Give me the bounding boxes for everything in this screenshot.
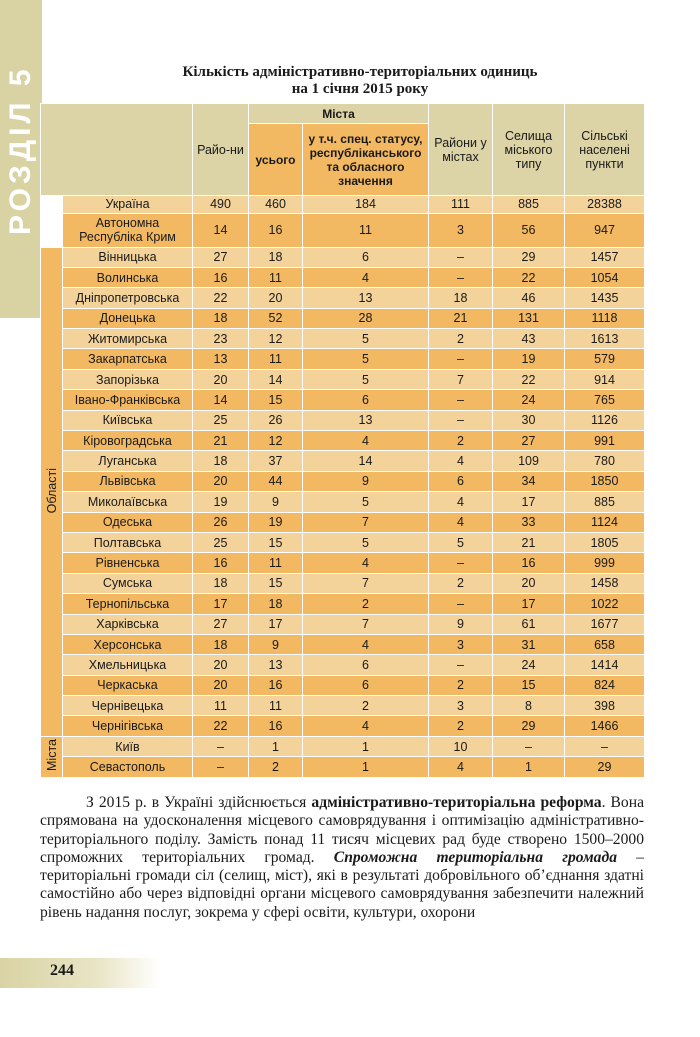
value-cell: 991 bbox=[565, 431, 645, 451]
table-title-line-2: на 1 січня 2015 року bbox=[291, 81, 429, 97]
value-cell: 4 bbox=[429, 492, 493, 512]
table-row bbox=[41, 512, 645, 532]
blank-cell bbox=[41, 213, 63, 247]
value-cell: 56 bbox=[493, 213, 565, 247]
value-cell: 20 bbox=[193, 675, 249, 695]
value-cell: 20 bbox=[193, 471, 249, 491]
value-cell: 27 bbox=[493, 431, 565, 451]
region-name-cell: Івано-Франківська bbox=[63, 390, 193, 410]
page-number: 244 bbox=[50, 962, 74, 979]
value-cell: 6 bbox=[303, 675, 429, 695]
value-cell: 52 bbox=[249, 308, 303, 328]
header-silski: Сільські населені пункти bbox=[565, 104, 645, 196]
value-cell: 15 bbox=[249, 390, 303, 410]
admin-units-table bbox=[40, 103, 645, 778]
value-cell: 2 bbox=[429, 675, 493, 695]
value-cell: 1 bbox=[303, 736, 429, 756]
value-cell: 9 bbox=[249, 492, 303, 512]
value-cell: 61 bbox=[493, 614, 565, 634]
table-row bbox=[41, 267, 645, 287]
value-cell: 19 bbox=[249, 512, 303, 532]
chapter-label: РОЗДІЛ 5 bbox=[4, 65, 37, 235]
region-name-cell: Житомирська bbox=[63, 329, 193, 349]
value-cell: 25 bbox=[193, 532, 249, 552]
value-cell: 21 bbox=[493, 532, 565, 552]
value-cell: – bbox=[429, 349, 493, 369]
value-cell: 8 bbox=[493, 696, 565, 716]
value-cell: – bbox=[429, 655, 493, 675]
value-cell: 885 bbox=[493, 196, 565, 214]
table-row bbox=[41, 655, 645, 675]
table-row bbox=[41, 213, 645, 247]
value-cell: 6 bbox=[303, 390, 429, 410]
blank-cell bbox=[41, 196, 63, 214]
value-cell: 15 bbox=[493, 675, 565, 695]
table-row bbox=[41, 329, 645, 349]
value-cell: 490 bbox=[193, 196, 249, 214]
value-cell: 23 bbox=[193, 329, 249, 349]
value-cell: 14 bbox=[193, 213, 249, 247]
value-cell: 3 bbox=[429, 213, 493, 247]
header-rayony-u-mistakh: Райони у містах bbox=[429, 104, 493, 196]
value-cell: 20 bbox=[193, 655, 249, 675]
region-name-cell: Миколаївська bbox=[63, 492, 193, 512]
table-row bbox=[41, 532, 645, 552]
table-row bbox=[41, 196, 645, 214]
value-cell: 17 bbox=[493, 594, 565, 614]
table-title-line-1: Кількість адміністративно-територіальних одиниць bbox=[182, 64, 538, 80]
value-cell: 2 bbox=[429, 431, 493, 451]
value-cell: 14 bbox=[249, 369, 303, 389]
value-cell: 28388 bbox=[565, 196, 645, 214]
group-label-oblasti-text: Області bbox=[44, 467, 59, 513]
value-cell: 824 bbox=[565, 675, 645, 695]
value-cell: 19 bbox=[193, 492, 249, 512]
value-cell: 109 bbox=[493, 451, 565, 471]
value-cell: 13 bbox=[193, 349, 249, 369]
value-cell: 1850 bbox=[565, 471, 645, 491]
value-cell: 31 bbox=[493, 634, 565, 654]
table-row bbox=[41, 451, 645, 471]
region-name-cell: Луганська bbox=[63, 451, 193, 471]
value-cell: 18 bbox=[429, 288, 493, 308]
table-row bbox=[41, 247, 645, 267]
header-corner bbox=[41, 104, 193, 196]
region-name-cell: Чернівецька bbox=[63, 696, 193, 716]
region-name-cell: Вінницька bbox=[63, 247, 193, 267]
value-cell: – bbox=[429, 247, 493, 267]
value-cell: 19 bbox=[493, 349, 565, 369]
region-name-cell: Донецька bbox=[63, 308, 193, 328]
value-cell: 22 bbox=[193, 288, 249, 308]
value-cell: 37 bbox=[249, 451, 303, 471]
region-name-cell: Закарпатська bbox=[63, 349, 193, 369]
value-cell: 22 bbox=[493, 267, 565, 287]
value-cell: 14 bbox=[303, 451, 429, 471]
value-cell: 12 bbox=[249, 329, 303, 349]
value-cell: 16 bbox=[249, 716, 303, 736]
value-cell: 26 bbox=[249, 410, 303, 430]
region-name-cell: Сумська bbox=[63, 573, 193, 593]
value-cell: 9 bbox=[429, 614, 493, 634]
table-row bbox=[41, 675, 645, 695]
value-cell: 4 bbox=[303, 553, 429, 573]
table-row bbox=[41, 410, 645, 430]
region-name-cell: Хмельницька bbox=[63, 655, 193, 675]
region-name-cell: Черкаська bbox=[63, 675, 193, 695]
value-cell: 43 bbox=[493, 329, 565, 349]
value-cell: 11 bbox=[249, 696, 303, 716]
value-cell: 26 bbox=[193, 512, 249, 532]
value-cell: 765 bbox=[565, 390, 645, 410]
value-cell: 29 bbox=[493, 716, 565, 736]
value-cell: 6 bbox=[429, 471, 493, 491]
value-cell: 3 bbox=[429, 634, 493, 654]
value-cell: 11 bbox=[249, 267, 303, 287]
value-cell: 22 bbox=[193, 716, 249, 736]
value-cell: 33 bbox=[493, 512, 565, 532]
value-cell: 1414 bbox=[565, 655, 645, 675]
table-row bbox=[41, 471, 645, 491]
value-cell: 29 bbox=[493, 247, 565, 267]
value-cell: 17 bbox=[193, 594, 249, 614]
value-cell: 9 bbox=[303, 471, 429, 491]
value-cell: 131 bbox=[493, 308, 565, 328]
region-name-cell: Київ bbox=[63, 736, 193, 756]
region-name-cell: Львівська bbox=[63, 471, 193, 491]
paragraph-text-1: З 2015 р. в Україні здійснюється bbox=[86, 794, 312, 811]
value-cell: 2 bbox=[429, 329, 493, 349]
value-cell: 4 bbox=[303, 634, 429, 654]
table-row bbox=[41, 736, 645, 756]
value-cell: 21 bbox=[193, 431, 249, 451]
value-cell: 398 bbox=[565, 696, 645, 716]
region-name-cell: Запорізька bbox=[63, 369, 193, 389]
value-cell: – bbox=[429, 390, 493, 410]
region-name-cell: Київська bbox=[63, 410, 193, 430]
value-cell: 4 bbox=[303, 431, 429, 451]
value-cell: 4 bbox=[429, 451, 493, 471]
value-cell: 18 bbox=[249, 247, 303, 267]
value-cell: 4 bbox=[429, 512, 493, 532]
region-name-cell: Одеська bbox=[63, 512, 193, 532]
header-mista: Міста bbox=[249, 104, 429, 124]
value-cell: 24 bbox=[493, 655, 565, 675]
value-cell: 25 bbox=[193, 410, 249, 430]
region-name-cell: Тернопільська bbox=[63, 594, 193, 614]
region-name-cell: Рівненська bbox=[63, 553, 193, 573]
value-cell: 16 bbox=[193, 553, 249, 573]
table-row bbox=[41, 431, 645, 451]
value-cell: 1118 bbox=[565, 308, 645, 328]
value-cell: 2 bbox=[303, 594, 429, 614]
value-cell: 1 bbox=[303, 757, 429, 777]
value-cell: 16 bbox=[493, 553, 565, 573]
paragraph-text-3: – територіальні громади сіл (селищ, міст), які в результаті добровільного об’єднання здатні самостійно або через відповідні органи місцевого самоврядування забезпечити належний рівень надання послуг, зокрема у сфері освіти, культури, охорони bbox=[40, 848, 645, 921]
value-cell: 28 bbox=[303, 308, 429, 328]
value-cell: 12 bbox=[249, 431, 303, 451]
value-cell: 7 bbox=[429, 369, 493, 389]
value-cell: 1126 bbox=[565, 410, 645, 430]
value-cell: 3 bbox=[429, 696, 493, 716]
table-row bbox=[41, 696, 645, 716]
table-row bbox=[41, 716, 645, 736]
value-cell: 30 bbox=[493, 410, 565, 430]
value-cell: 2 bbox=[429, 573, 493, 593]
table-row bbox=[41, 288, 645, 308]
table-row bbox=[41, 349, 645, 369]
value-cell: 44 bbox=[249, 471, 303, 491]
value-cell: 184 bbox=[303, 196, 429, 214]
value-cell: 14 bbox=[193, 390, 249, 410]
value-cell: – bbox=[565, 736, 645, 756]
table-row bbox=[41, 757, 645, 777]
table-row bbox=[41, 634, 645, 654]
region-name-cell: Харківська bbox=[63, 614, 193, 634]
value-cell: 15 bbox=[249, 573, 303, 593]
value-cell: 20 bbox=[493, 573, 565, 593]
region-name-cell: Волинська bbox=[63, 267, 193, 287]
value-cell: 5 bbox=[303, 532, 429, 552]
value-cell: 7 bbox=[303, 614, 429, 634]
value-cell: 1457 bbox=[565, 247, 645, 267]
value-cell: 914 bbox=[565, 369, 645, 389]
header-selyshcha: Селища міського типу bbox=[493, 104, 565, 196]
value-cell: 5 bbox=[303, 492, 429, 512]
value-cell: 658 bbox=[565, 634, 645, 654]
value-cell: 1 bbox=[249, 736, 303, 756]
value-cell: – bbox=[193, 736, 249, 756]
body-paragraph bbox=[40, 794, 644, 922]
table-title bbox=[140, 64, 580, 98]
value-cell: 21 bbox=[429, 308, 493, 328]
table-row bbox=[41, 573, 645, 593]
value-cell: 18 bbox=[193, 634, 249, 654]
value-cell: 5 bbox=[303, 349, 429, 369]
value-cell: 4 bbox=[303, 716, 429, 736]
value-cell: 1613 bbox=[565, 329, 645, 349]
value-cell: 1677 bbox=[565, 614, 645, 634]
value-cell: 111 bbox=[429, 196, 493, 214]
value-cell: 11 bbox=[249, 349, 303, 369]
value-cell: 460 bbox=[249, 196, 303, 214]
value-cell: 1805 bbox=[565, 532, 645, 552]
region-name-cell: Чернігівська bbox=[63, 716, 193, 736]
value-cell: 18 bbox=[193, 451, 249, 471]
value-cell: 1022 bbox=[565, 594, 645, 614]
value-cell: 18 bbox=[193, 308, 249, 328]
value-cell: 46 bbox=[493, 288, 565, 308]
value-cell: – bbox=[193, 757, 249, 777]
paragraph-definition-term: Спроможна територіальна громада bbox=[333, 848, 617, 866]
value-cell: 1466 bbox=[565, 716, 645, 736]
value-cell: 5 bbox=[303, 369, 429, 389]
region-name-cell: Полтавська bbox=[63, 532, 193, 552]
header-rayony: Райо-ни bbox=[193, 104, 249, 196]
value-cell: 34 bbox=[493, 471, 565, 491]
value-cell: 11 bbox=[193, 696, 249, 716]
region-name-cell: Кіровоградська bbox=[63, 431, 193, 451]
value-cell: 11 bbox=[303, 213, 429, 247]
region-name-cell: Автономна Республіка Крим bbox=[63, 213, 193, 247]
value-cell: 6 bbox=[303, 655, 429, 675]
value-cell: 1054 bbox=[565, 267, 645, 287]
table-row bbox=[41, 594, 645, 614]
value-cell: 947 bbox=[565, 213, 645, 247]
paragraph-bold-term: адміністративно-територіальна реформа bbox=[311, 794, 602, 811]
table-row bbox=[41, 369, 645, 389]
value-cell: 11 bbox=[249, 553, 303, 573]
value-cell: 18 bbox=[249, 594, 303, 614]
value-cell: 5 bbox=[303, 329, 429, 349]
table-row bbox=[41, 308, 645, 328]
value-cell: 6 bbox=[303, 247, 429, 267]
value-cell: 29 bbox=[565, 757, 645, 777]
value-cell: 16 bbox=[249, 213, 303, 247]
value-cell: 4 bbox=[429, 757, 493, 777]
value-cell: 22 bbox=[493, 369, 565, 389]
header-special-status: у т.ч. спец. статусу, республіканського та обласного значення bbox=[303, 124, 429, 196]
value-cell: 16 bbox=[193, 267, 249, 287]
value-cell: – bbox=[429, 594, 493, 614]
value-cell: 1 bbox=[493, 757, 565, 777]
value-cell: 7 bbox=[303, 512, 429, 532]
table-row bbox=[41, 553, 645, 573]
value-cell: 17 bbox=[493, 492, 565, 512]
region-name-cell: Севастополь bbox=[63, 757, 193, 777]
value-cell: 579 bbox=[565, 349, 645, 369]
value-cell: 20 bbox=[249, 288, 303, 308]
value-cell: 13 bbox=[303, 288, 429, 308]
value-cell: 2 bbox=[249, 757, 303, 777]
value-cell: 7 bbox=[303, 573, 429, 593]
value-cell: 1124 bbox=[565, 512, 645, 532]
value-cell: 1458 bbox=[565, 573, 645, 593]
value-cell: 17 bbox=[249, 614, 303, 634]
value-cell: 780 bbox=[565, 451, 645, 471]
group-label-oblasti bbox=[41, 247, 63, 736]
value-cell: 20 bbox=[193, 369, 249, 389]
value-cell: 1435 bbox=[565, 288, 645, 308]
value-cell: 2 bbox=[303, 696, 429, 716]
value-cell: 885 bbox=[565, 492, 645, 512]
value-cell: 18 bbox=[193, 573, 249, 593]
value-cell: 13 bbox=[249, 655, 303, 675]
value-cell: 5 bbox=[429, 532, 493, 552]
paragraph-text-2: . Вона спрямована на удосконалення місцевого самоврядування і оптимізацію адміністративно-територіального поділу. Замість понад 11 тисяч місцевих рад буде створено 1500–2000 спроможних територіальних громад. bbox=[40, 794, 644, 866]
value-cell: 10 bbox=[429, 736, 493, 756]
value-cell: 24 bbox=[493, 390, 565, 410]
group-label-mista-text: Міста bbox=[44, 739, 59, 772]
value-cell: – bbox=[429, 553, 493, 573]
value-cell: 4 bbox=[303, 267, 429, 287]
value-cell: 27 bbox=[193, 247, 249, 267]
value-cell: – bbox=[493, 736, 565, 756]
value-cell: 15 bbox=[249, 532, 303, 552]
header-usogo: усього bbox=[249, 124, 303, 196]
page-number-band bbox=[0, 958, 160, 988]
region-name-cell: Україна bbox=[63, 196, 193, 214]
value-cell: 2 bbox=[429, 716, 493, 736]
table-row bbox=[41, 492, 645, 512]
value-cell: 9 bbox=[249, 634, 303, 654]
region-name-cell: Дніпропетровська bbox=[63, 288, 193, 308]
group-label-mista bbox=[41, 736, 63, 777]
table-row bbox=[41, 390, 645, 410]
value-cell: 13 bbox=[303, 410, 429, 430]
value-cell: – bbox=[429, 410, 493, 430]
value-cell: – bbox=[429, 267, 493, 287]
region-name-cell: Херсонська bbox=[63, 634, 193, 654]
value-cell: 999 bbox=[565, 553, 645, 573]
value-cell: 27 bbox=[193, 614, 249, 634]
value-cell: 16 bbox=[249, 675, 303, 695]
table-row bbox=[41, 614, 645, 634]
